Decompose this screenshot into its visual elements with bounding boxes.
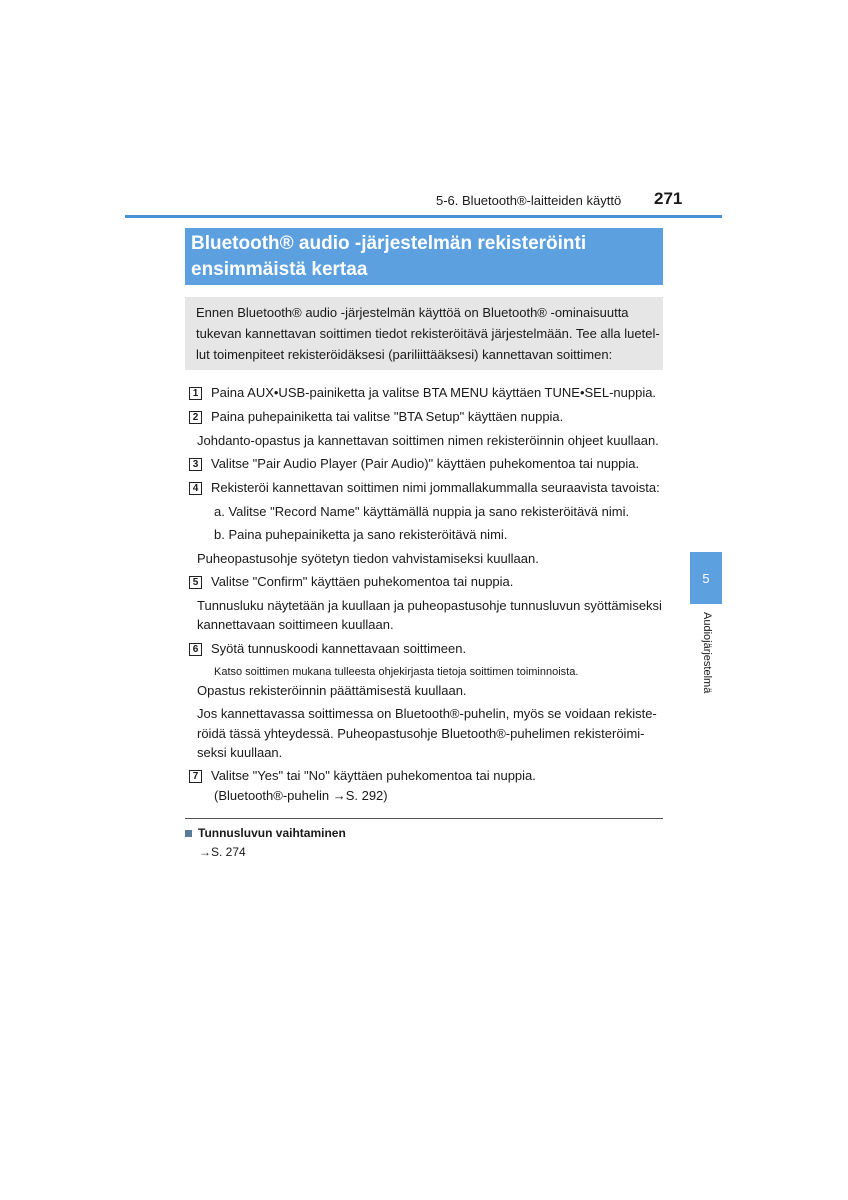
step-text: Valitse "Confirm" käyttäen puhekomentoa tai nuppia. — [211, 574, 514, 589]
step-text: Rekisteröi kannettavan soittimen nimi jommallakummalla seuraavista tavoista: — [211, 480, 660, 495]
step-5 — [189, 574, 513, 589]
step-1 — [189, 385, 656, 400]
step-6 — [189, 641, 466, 656]
subsection-title: Tunnusluvun vaihtaminen — [198, 826, 346, 840]
page-number: 271 — [654, 189, 683, 208]
intro-line-1: Ennen Bluetooth® audio -järjestelmän käyttöä on Bluetooth® -ominaisuutta — [196, 305, 629, 320]
header-rule — [125, 215, 722, 218]
step-5-result-line-2: kannettavaan soittimeen kuullaan. — [197, 617, 394, 632]
step-number: 1 — [189, 387, 202, 400]
step-7-reference: (Bluetooth®-puhelin →S. 292) — [214, 788, 388, 803]
subsection-heading — [185, 826, 346, 840]
step-number: 7 — [189, 770, 202, 783]
step-text: Valitse "Yes" tai "No" käyttäen puhekomentoa tai nuppia. — [211, 768, 536, 783]
title-line-2: ensimmäistä kertaa — [191, 259, 368, 280]
intro-line-3: lut toimenpiteet rekisteröidäksesi (pariliittääksesi) kannettavan soittimen: — [196, 347, 613, 362]
step-text: Paina AUX•USB-painiketta ja valitse BTA MENU käyttäen TUNE•SEL-nuppia. — [211, 385, 657, 400]
step-4 — [189, 480, 660, 495]
paragraph-line-3: seksi kuullaan. — [197, 745, 283, 760]
step-text: Valitse "Pair Audio Player (Pair Audio)" käyttäen puhekomentoa tai nuppia. — [211, 456, 640, 471]
step-4-option-b: b. Paina puhepainiketta ja sano rekisteröitävä nimi. — [214, 527, 508, 542]
section-divider — [185, 818, 663, 819]
step-number: 5 — [189, 576, 202, 589]
step-number: 6 — [189, 643, 202, 656]
step-number: 3 — [189, 458, 202, 471]
step-5-result-line-1: Tunnusluku näytetään ja kuullaan ja puheopastusohje tunnusluvun syöttämiseksi — [197, 598, 662, 613]
step-7 — [189, 768, 536, 783]
paragraph-line-2: röidä tässä yhteydessä. Puheopastusohje Bluetooth®-puhelimen rekisteröimi- — [197, 726, 645, 741]
step-4-option-a: a. Valitse "Record Name" käyttämällä nuppia ja sano rekisteröitävä nimi. — [214, 504, 630, 519]
intro-line-2: tukevan kannettavan soittimen tiedot rekisteröitävä järjestelmään. Tee alla luetel- — [196, 326, 660, 341]
step-3 — [189, 456, 639, 471]
step-number: 2 — [189, 411, 202, 424]
chapter-tab — [690, 552, 722, 604]
intro-box — [185, 297, 663, 370]
chapter-number: 5 — [702, 570, 710, 586]
step-text: Paina puhepainiketta tai valitse "BTA Setup" käyttäen nuppia. — [211, 409, 564, 424]
step-6-result: Opastus rekisteröinnin päättämisestä kuullaan. — [197, 683, 467, 698]
square-bullet-icon — [185, 830, 192, 837]
step-number: 4 — [189, 482, 202, 495]
title-line-1: Bluetooth® audio -järjestelmän rekisteröinti — [191, 233, 587, 254]
step-2-result: Johdanto-opastus ja kannettavan soittimen nimen rekisteröinnin ohjeet kuullaan. — [197, 433, 659, 448]
step-6-note: Katso soittimen mukana tulleesta ohjekirjasta tietoja soittimen toiminnoista. — [214, 666, 579, 678]
paragraph-line-1: Jos kannettavassa soittimessa on Bluetooth®-puhelin, myös se voidaan rekiste- — [197, 706, 657, 721]
step-2 — [189, 409, 563, 424]
step-text: Syötä tunnuskoodi kannettavaan soittimeen. — [211, 641, 467, 656]
chapter-label: Audiojärjestelmä — [701, 612, 713, 694]
title-box — [185, 228, 663, 285]
step-4-result: Puheopastusohje syötetyn tiedon vahvistamiseksi kuullaan. — [197, 551, 539, 566]
section-title: 5-6. Bluetooth®-laitteiden käyttö — [436, 193, 622, 208]
subsection-reference: →S. 274 — [199, 845, 246, 859]
